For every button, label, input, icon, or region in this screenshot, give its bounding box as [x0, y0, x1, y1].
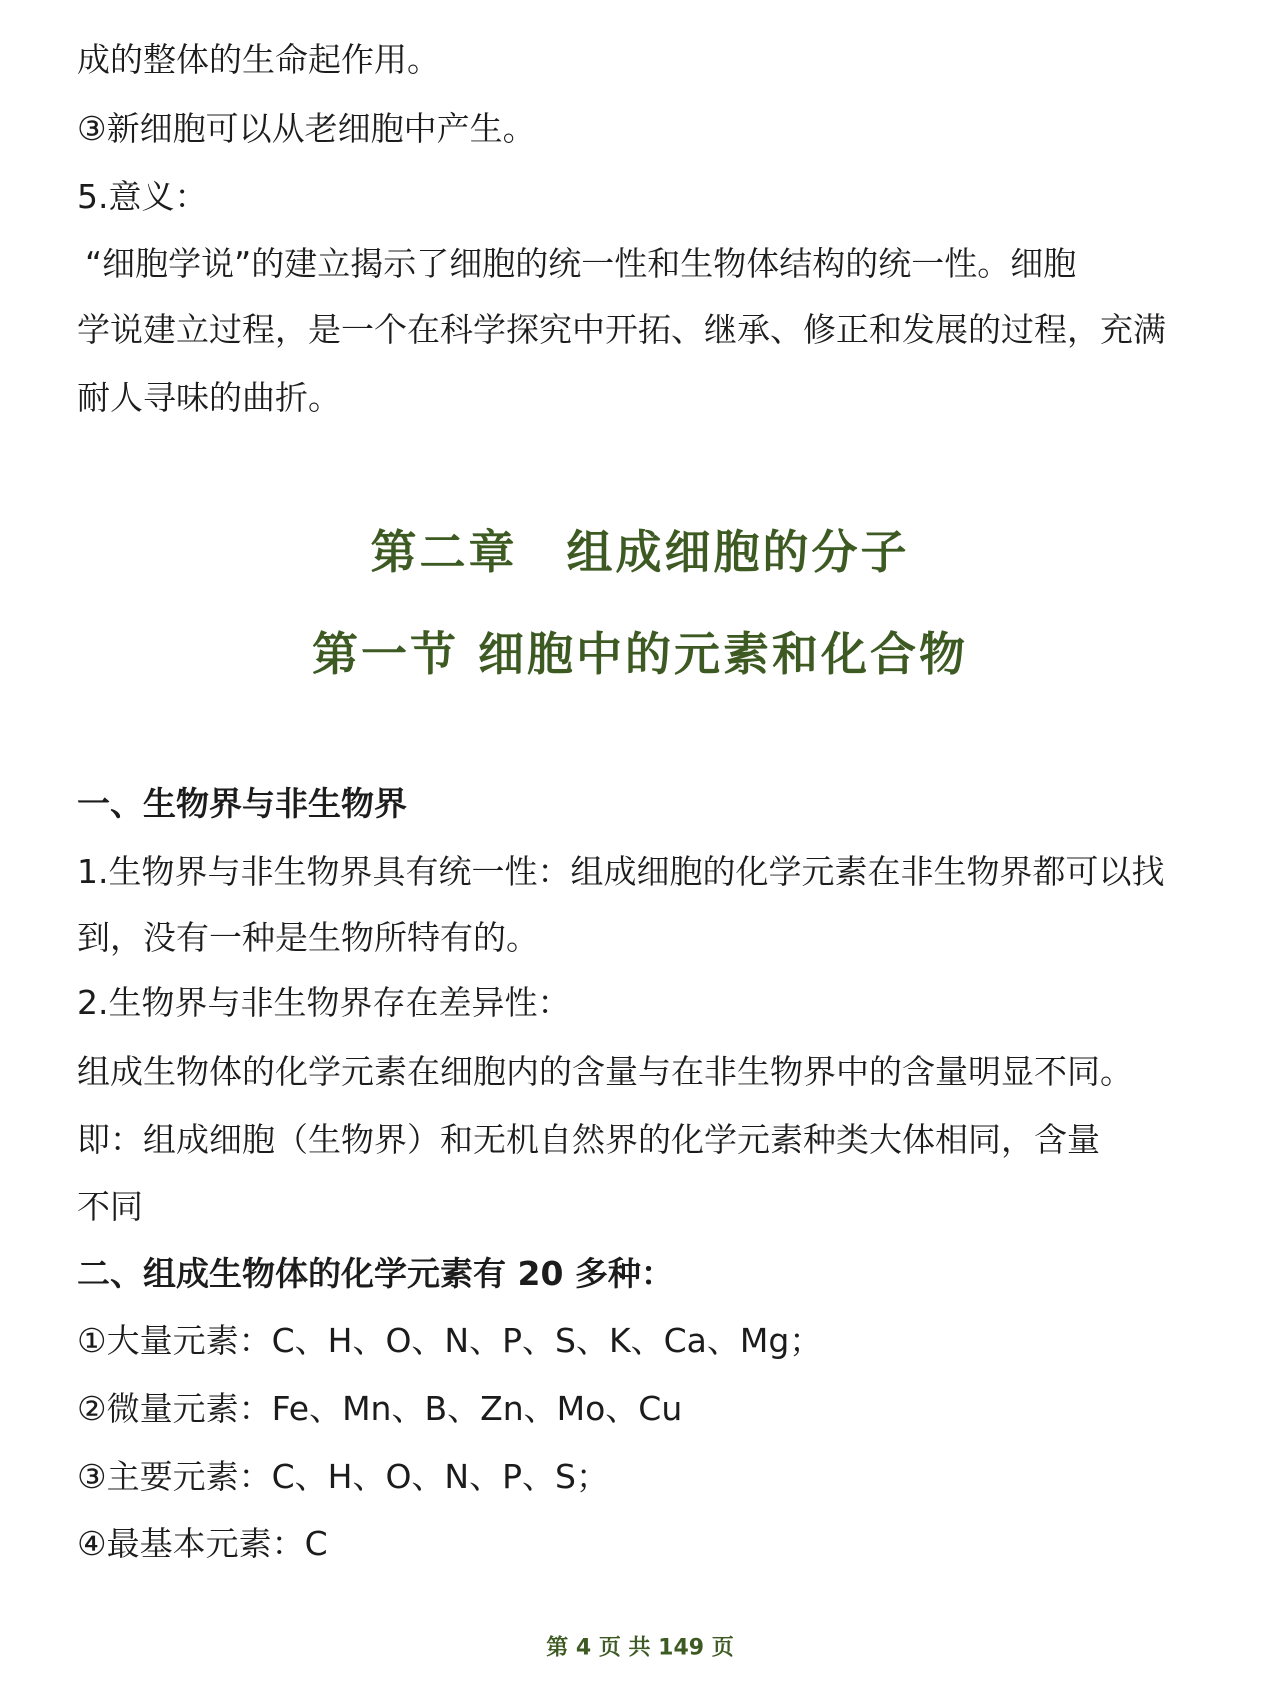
text-line: 2.生物界与非生物界存在差异性：	[77, 983, 571, 1022]
heading-2: 二、组成生物体的化学元素有 20 多种：	[77, 1254, 674, 1293]
text-line: ②微量元素：Fe、Mn、B、Zn、Mo、Cu	[77, 1389, 683, 1428]
text-line: 5.意义：	[77, 177, 208, 216]
text-line: “细胞学说”的建立揭示了细胞的统一性和生物体结构的统一性。细胞	[85, 244, 1077, 283]
text-line: ①大量元素：C、H、O、N、P、S、K、Ca、Mg；	[77, 1321, 823, 1360]
heading-1: 一、生物界与非生物界	[77, 784, 407, 823]
text-line: ④最基本元素：C	[77, 1524, 328, 1563]
text-line: 不同	[77, 1187, 143, 1226]
text-line: ③新细胞可以从老细胞中产生。	[77, 109, 536, 148]
section-title: 第一节 细胞中的元素和化合物	[311, 627, 968, 681]
page-number: 第 4 页 共 149 页	[546, 1635, 734, 1661]
text-line: 组成生物体的化学元素在细胞内的含量与在非生物界中的含量明显不同。	[77, 1052, 1133, 1091]
text-line: 即：组成细胞（生物界）和无机自然界的化学元素种类大体相同，含量	[77, 1120, 1100, 1159]
text-line: ③主要元素：C、H、O、N、P、S；	[77, 1457, 609, 1496]
text-line: 1.生物界与非生物界具有统一性：组成细胞的化学元素在非生物界都可以找	[77, 852, 1165, 891]
text-line: 到，没有一种是生物所特有的。	[77, 918, 539, 957]
text-line: 耐人寻味的曲折。	[77, 378, 341, 417]
text-line: 成的整体的生命起作用。	[77, 40, 440, 79]
text-line: 学说建立过程，是一个在科学探究中开拓、继承、修正和发展的过程，充满	[77, 310, 1166, 349]
chapter-title: 第二章 组成细胞的分子	[370, 525, 910, 579]
